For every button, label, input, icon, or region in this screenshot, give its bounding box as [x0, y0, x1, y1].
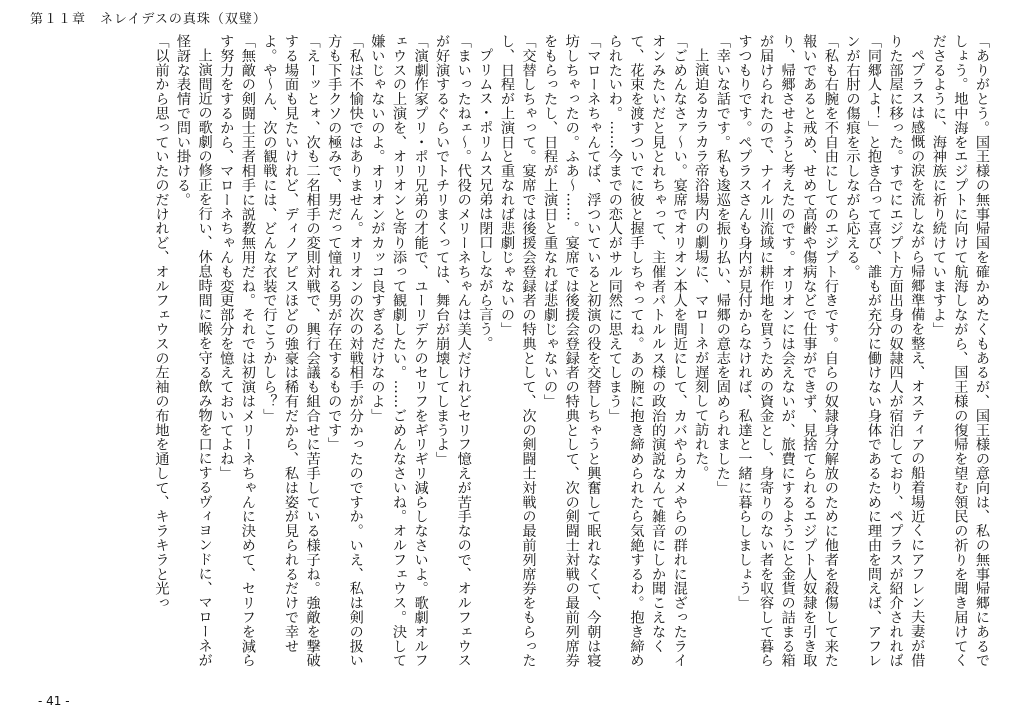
paragraph: 「まいったねェ～。代役のメリーネちゃんは美人だけれどセリフ憶えが苦手なので、オルフェウスが好演するぐらいでトチリまくっては、舞台が崩壊してしまうよ」: [434, 34, 472, 668]
paragraph: 「私は不愉快ではありません。オリオンの次の対戦相手が分かったのですか。いえ、私は剣の扱い方も下手クソの極みで、男だって憧れる男が存在するものです」: [326, 34, 364, 668]
paragraph: 「ごめんなさァ～い。宴席でオリオン本人を間近にして、カバやらカメやらの群れに混ざったライオンみたいだと見とれちゃって、主催者パトルルス様の政治的演説なんて雑音にしか聞こえなくて、花束を渡すついでに彼と握手しちゃってね。あの腕に抱き締められたら気絶するわ。抱き締められたいわ。……今までの恋人がサル同然に思えてしまう」: [606, 34, 688, 668]
paragraph: 「えーッとォ、次も二名相手の変則対戦で、興行会議も組合せに苦手している様子ね。強敵を撃破する場面も見たいけれど、ディノアピスほどの強豪は稀有だから、私は姿が見られるだけで幸せよ。や～ん、次の観戦には、どんな衣装で行こうかしら？」: [261, 34, 321, 668]
paragraph: 「無敵の剣闘士王者相手に説教無用だね。それでは初演はメリーネちゃんに決めて、セリフを減らす努力をするから、マローネちゃんも変更部分を憶えておいてよね」: [218, 34, 256, 668]
paragraph: 「演劇作家プリ・ポリ兄弟の才能で、ユーリデケのセリフをギリギリ減らしなさいよ。歌劇オルフェウスの上演を、オリオンと寄り添って観劇したい。……ごめんなさいね。オルフェウス。決して嫌いじゃないのよ。オリオンがカッコ良すぎるだけなのよ」: [369, 34, 429, 668]
chapter-header: 第１１章 ネレイデスの真珠（双璧）: [30, 12, 267, 27]
paragraph: 上演間近の歌劇の修正を行い、休息時間に喉を守る飲み物を口にするヴィヨンドに、マローネが怪訝な表情で問い掛ける。: [175, 34, 213, 668]
page-number: - 41 -: [38, 694, 70, 708]
paragraph: 「幸いな話です。私も逡巡を振り払い、帰郷の意志を固められました」: [714, 34, 731, 495]
paragraph: 「以前から思っていたのだけれど、オルフェウスの左袖の布地を通して、キラキラと光っ: [153, 34, 170, 610]
paragraph: 「マローネちゃんてば、浮ついていると初演の役を交替しちゃうと興奮して眠れなくて、今朝は寝坊しちゃったの。ふあ～……。宴席では後援会登録者の特典として、次の剣闘士対戦の最前列席券をもらったし、日程が上演日と重なれば悲劇じゃないの」: [542, 34, 602, 668]
paragraph: 上演迫るカラカラ帝浴場内の劇場に、マローネが遅刻して訪れた。: [693, 48, 710, 481]
paragraph: プリムス・ポリムス兄弟は閉口しながら言う。: [477, 48, 494, 351]
paragraph: 「交替しちゃって。宴席では後援会登録者の特典として、次の剣闘士対戦の最前列席券をもらったし、日程が上演日と重なれば悲劇じゃないの」: [498, 34, 537, 668]
paragraph: 「私も右腕を不自由にしてのエジプト行きです。自らの奴隷身分解放のために他者を殺傷して来た報いであると戒め、せめて高齢や傷病などで仕事ができず、見捨てられるエジプト人奴隷を引き取り、帰郷させようと考えたのです。オリオンには会えないが、旅費にするようにと金貨の詰まる箱が届けられたので、ナイル川流域に耕作地を買うための資金とし、身寄りのない者を収容して暮らすつもりです。ペプラスさんも身内が見付からなければ、私達と一緒に暮らしましょう」: [736, 34, 839, 668]
paragraph: ペプラスは感慨の涙を流しながら帰郷準備を整え、オスティアの船着場近くにアフレン夫妻が借りた部屋に移った。すでにエジプト方面出身の奴隷四人が宿泊しており、ペプラスが紹介されれば「同郷人よ！」と抱き合って喜び、誰もが充分に働けない身体であるために理由を問えば、アフレンが右肘の傷痕を示しながら応える。: [844, 34, 926, 668]
vertical-body-text: [22, 34, 992, 674]
paragraph: 「ありがとう。国王様の無事帰国を確かめたくもあるが、国王様の意向は、私の無事帰郷にあるでしょう。地中海をエジプトに向けて航海しながら、国王様の復帰を望む領民の祈りを聞き届けてくださるように、海神族に祈り続けていますよ」: [930, 34, 990, 668]
